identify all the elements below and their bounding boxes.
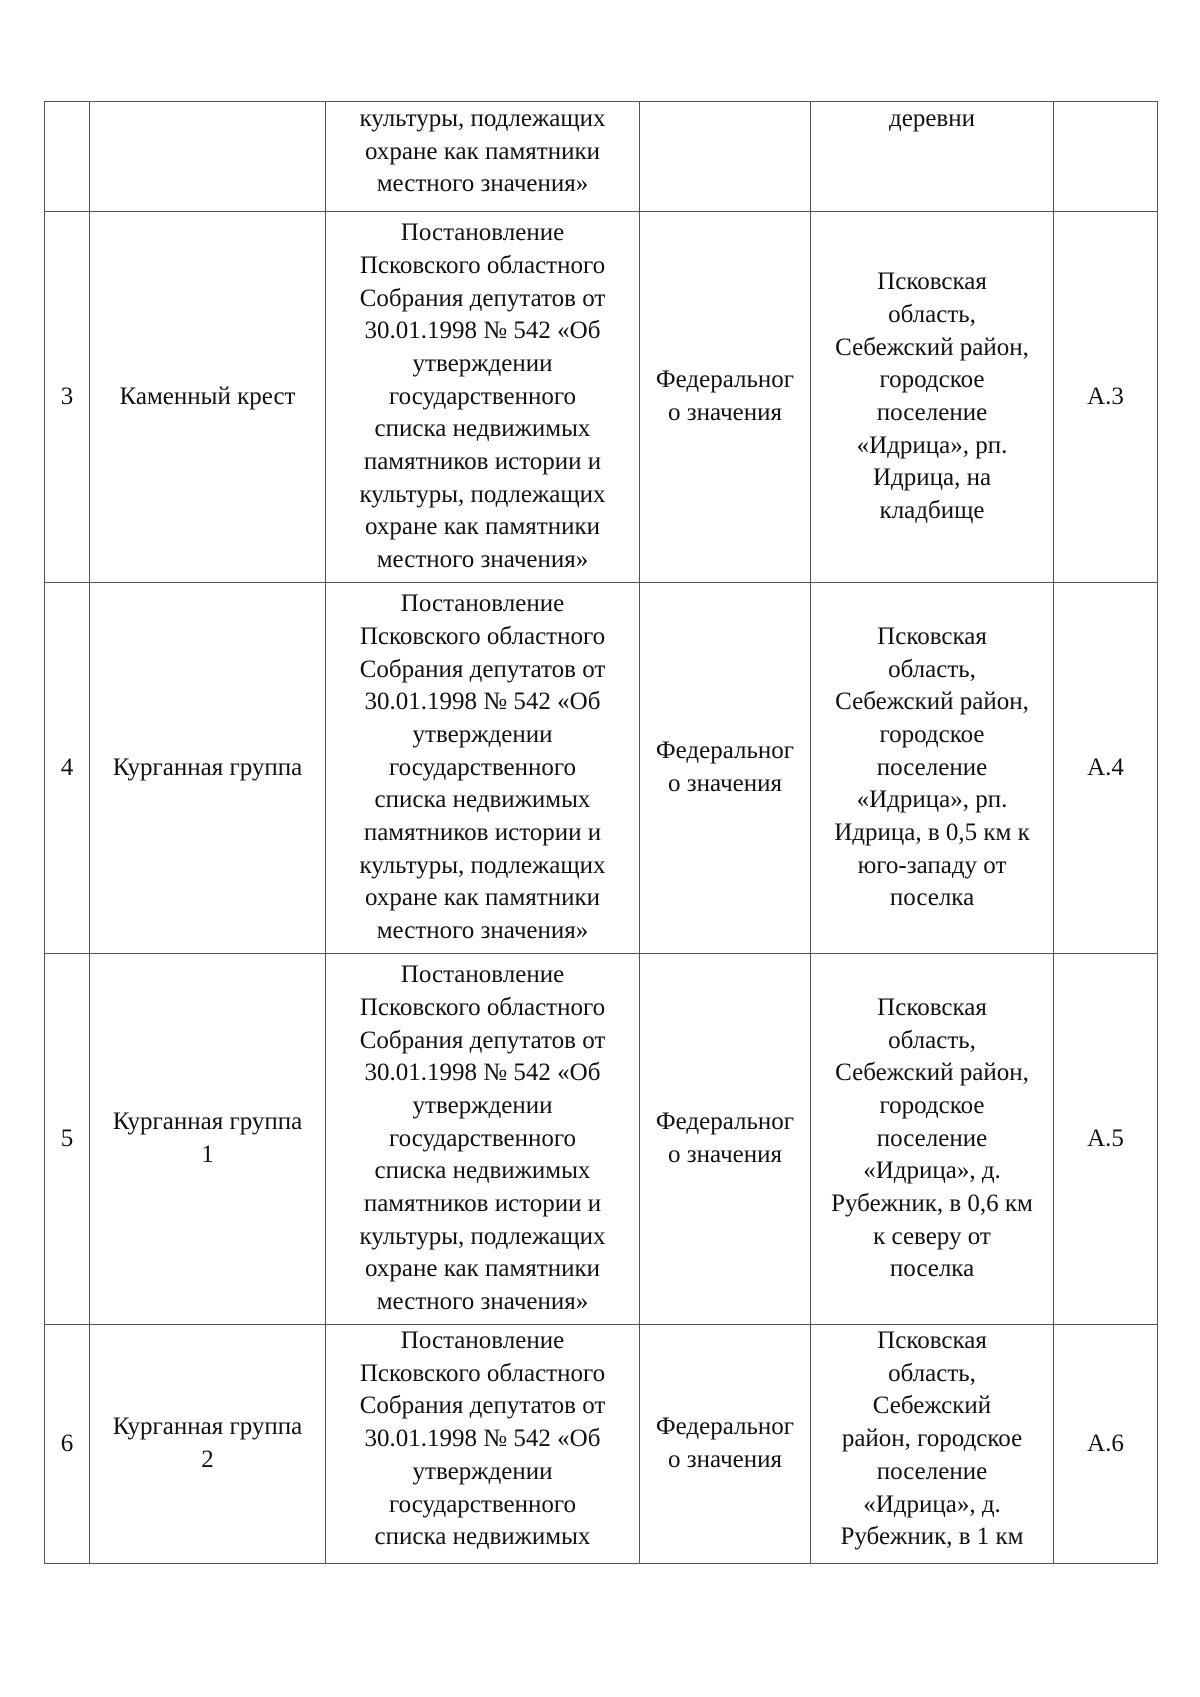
table-row	[45, 583, 1158, 954]
table-row	[45, 954, 1158, 1325]
heritage-objects-table	[44, 101, 1158, 1564]
cell-legal-document: Постановление Псковского областного Собрания депутатов от 30.01.1998 № 542 «Об утверждении государственного списка недвижимых памятников истории и культуры, подлежащих охране как памятники местного значения»	[326, 583, 640, 954]
cell-significance: Федеральног о значения	[640, 954, 811, 1325]
cell-legal-document: культуры, подлежащих охране как памятники местного значения»	[326, 102, 640, 212]
cell-number	[45, 102, 90, 212]
cell-legal-document: Постановление Псковского областного Собрания депутатов от 30.01.1998 № 542 «Об утверждении государственного списка недвижимых памятников истории и культуры, подлежащих охране как памятники местного значения»	[326, 954, 640, 1325]
cell-number: 5	[45, 954, 90, 1325]
cell-object-name: Курганная группа 1	[90, 954, 326, 1325]
cell-significance: Федеральног о значения	[640, 583, 811, 954]
cell-object-name: Курганная группа 2	[90, 1325, 326, 1564]
cell-code: А.4	[1054, 583, 1158, 954]
cell-location: Псковская область, Себежский район, городское поселение «Идрица», д. Рубежник, в 1 км	[811, 1325, 1054, 1564]
cell-legal-document: Постановление Псковского областного Собрания депутатов от 30.01.1998 № 542 «Об утверждении государственного списка недвижимых	[326, 1325, 640, 1564]
cell-number: 4	[45, 583, 90, 954]
cell-object-name	[90, 102, 326, 212]
cell-object-name: Каменный крест	[90, 212, 326, 583]
cell-legal-document: Постановление Псковского областного Собрания депутатов от 30.01.1998 № 542 «Об утверждении государственного списка недвижимых памятников истории и культуры, подлежащих охране как памятники местного значения»	[326, 212, 640, 583]
cell-location: Псковская область, Себежский район, городское поселение «Идрица», рп. Идрица, в 0,5 км к юго-западу от поселка	[811, 583, 1054, 954]
cell-location: Псковская область, Себежский район, городское поселение «Идрица», д. Рубежник, в 0,6 км к северу от поселка	[811, 954, 1054, 1325]
cell-code: А.3	[1054, 212, 1158, 583]
cell-significance: Федеральног о значения	[640, 212, 811, 583]
cell-object-name: Курганная группа	[90, 583, 326, 954]
table-row-continuation	[45, 102, 1158, 212]
cell-significance: Федеральног о значения	[640, 1325, 811, 1564]
cell-code: А.5	[1054, 954, 1158, 1325]
cell-location: Псковская область, Себежский район, городское поселение «Идрица», рп. Идрица, на кладбище	[811, 212, 1054, 583]
cell-number: 6	[45, 1325, 90, 1564]
cell-significance	[640, 102, 811, 212]
cell-code: А.6	[1054, 1325, 1158, 1564]
cell-number: 3	[45, 212, 90, 583]
table-row	[45, 212, 1158, 583]
cell-code	[1054, 102, 1158, 212]
cell-location: деревни	[811, 102, 1054, 212]
table-row	[45, 1325, 1158, 1564]
